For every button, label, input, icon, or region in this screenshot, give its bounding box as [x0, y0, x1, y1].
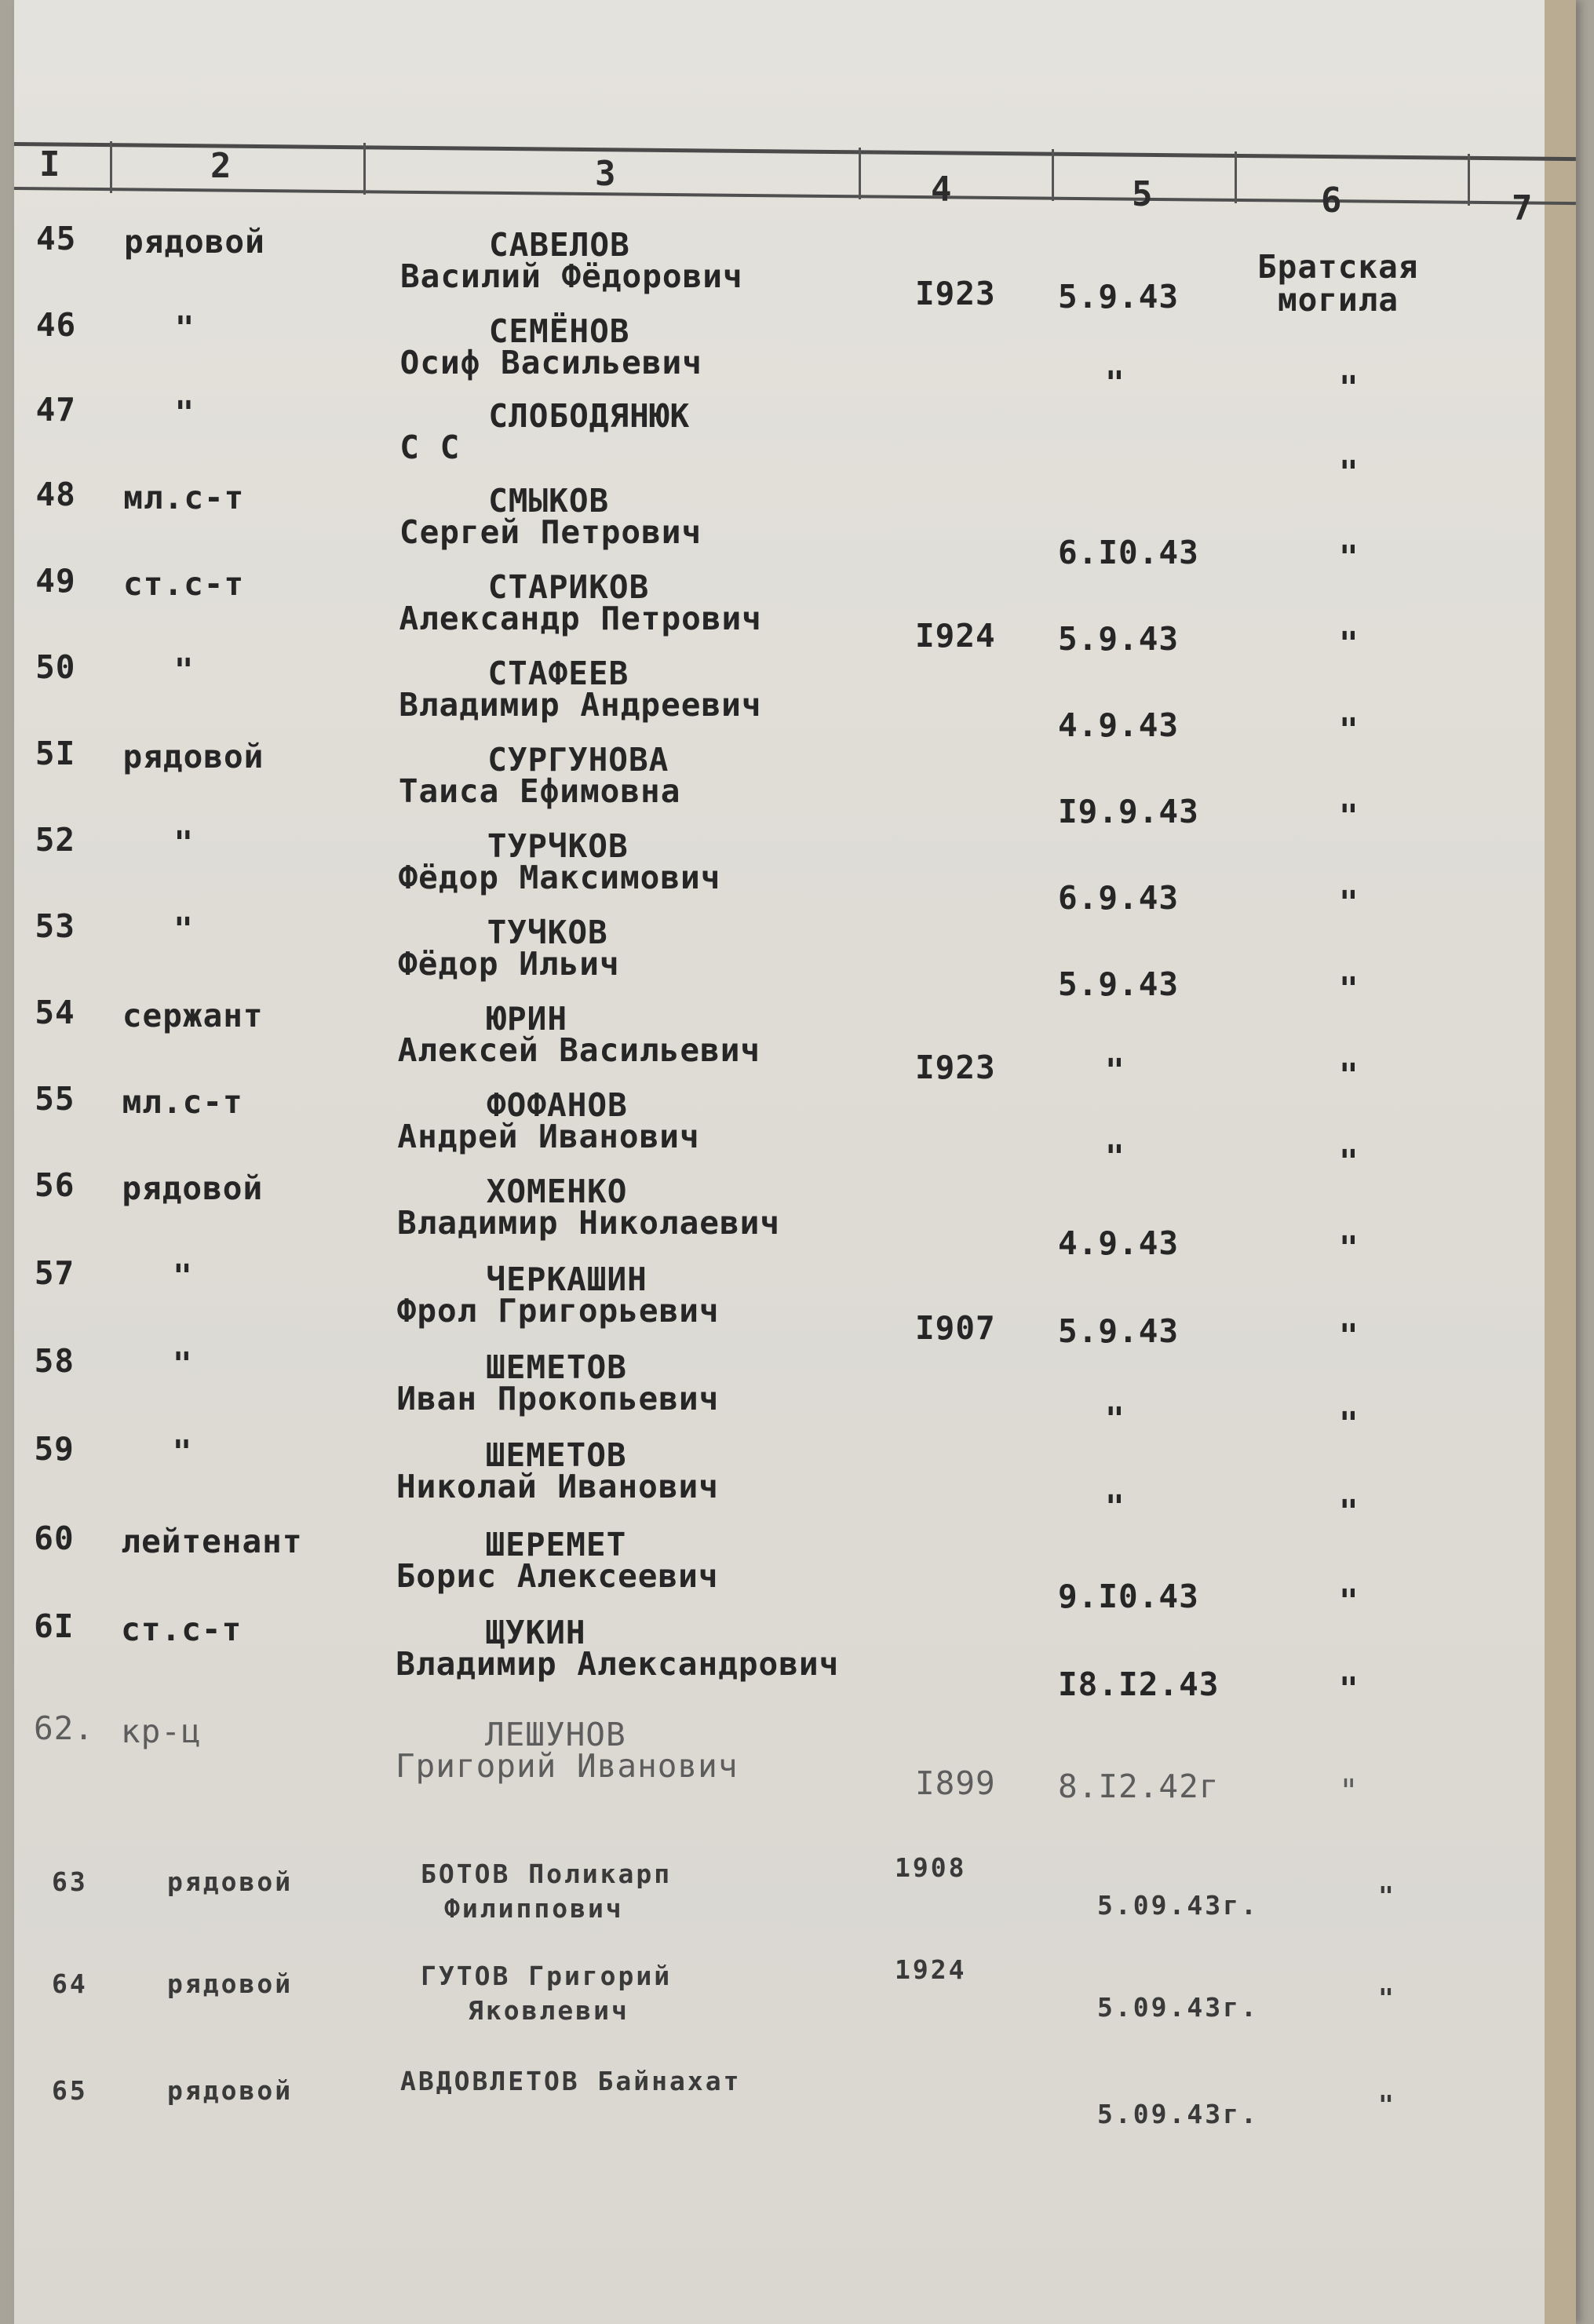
burial-place: ": [1339, 369, 1359, 407]
given-name: Григорий Иванович: [395, 1747, 739, 1785]
surname: СЛОБОДЯНЮК: [488, 397, 691, 435]
surname: ШЕМЕТОВ: [485, 1436, 627, 1474]
table-row: [14, 735, 1576, 835]
surname: СМЫКОВ: [488, 482, 610, 520]
rank: лейтенант: [121, 1523, 303, 1560]
table-row: [14, 1166, 1576, 1267]
surname: ЮРИН: [487, 1000, 568, 1038]
surname: ШЕРЕМЕТ: [485, 1526, 627, 1563]
death-date: 4.9.43: [1058, 706, 1180, 744]
header-top-rule: [14, 142, 1576, 161]
table-row: [14, 306, 1576, 407]
death-date: 6.I0.43: [1058, 534, 1199, 571]
row-number: 58: [34, 1342, 75, 1380]
birth-year: I907: [915, 1309, 996, 1347]
surname: СУРГУНОВА: [487, 741, 669, 779]
burial-place: ": [1339, 1317, 1359, 1355]
column-divider: [859, 148, 861, 199]
row-number: 48: [35, 476, 76, 513]
table-row: [14, 562, 1576, 662]
rank: рядовой: [122, 738, 264, 775]
rank: рядовой: [167, 1968, 294, 1999]
given-name: Владимир Александрович: [396, 1645, 840, 1683]
burial-place: ": [1339, 1143, 1359, 1180]
row-number: 52: [35, 821, 76, 859]
birth-year: I899: [915, 1764, 996, 1802]
table-row: [14, 648, 1576, 749]
column-header-4: 4: [931, 170, 952, 210]
rank: ": [173, 824, 194, 862]
surname: ЛЕШУНОВ: [484, 1716, 626, 1753]
birth-year: I924: [915, 617, 996, 655]
rank: ": [172, 1345, 193, 1383]
death-date: 5.09.43г.: [1097, 1992, 1259, 2023]
table-row: [14, 1342, 1576, 1443]
column-divider: [1052, 149, 1054, 201]
death-date: 5.9.43: [1058, 1312, 1180, 1350]
row-number: 57: [34, 1254, 75, 1292]
name-line1: БОТОВ Поликарп: [421, 1859, 673, 1889]
name-line2: Яковлевич: [468, 1995, 629, 2026]
row-number: 65: [52, 2075, 88, 2106]
row-number: 45: [36, 220, 77, 257]
death-date: ": [1105, 1400, 1125, 1438]
rank: мл.с-т: [122, 1083, 243, 1121]
rank: мл.с-т: [123, 479, 245, 516]
surname: САВЕЛОВ: [489, 226, 630, 264]
death-date: 8.I2.42г: [1058, 1768, 1220, 1805]
table-row: [14, 994, 1576, 1094]
column-divider: [110, 141, 112, 193]
given-name: Борис Алексеевич: [396, 1557, 719, 1595]
death-date: I8.I2.43: [1058, 1665, 1220, 1703]
death-date: ": [1105, 1138, 1125, 1176]
row-number: 55: [35, 1080, 75, 1118]
row-number: 53: [35, 907, 75, 945]
name-line1: АВДОВЛЕТОВ Байнахат: [400, 2066, 742, 2096]
surname: ТУРЧКОВ: [487, 827, 629, 865]
column-divider: [363, 143, 366, 195]
death-date: ": [1105, 1488, 1125, 1526]
death-date: ": [1105, 364, 1125, 402]
burial-place: ": [1378, 2089, 1396, 2120]
row-number: 62.: [33, 1709, 94, 1747]
given-name: Фёдор Максимович: [398, 859, 721, 896]
rank: ст.с-т: [121, 1611, 243, 1648]
rank: рядовой: [122, 1169, 264, 1207]
table-row: [14, 1520, 1576, 1620]
name-line1: ГУТОВ Григорий: [421, 1961, 673, 1991]
table-row: [14, 1430, 1576, 1530]
table-row: [14, 1709, 1576, 1810]
burial-place: ": [1339, 1582, 1359, 1620]
table-row: [14, 1080, 1576, 1180]
rank: ": [173, 1257, 193, 1295]
surname: ЩУКИН: [485, 1614, 586, 1651]
rank: ": [172, 1433, 193, 1471]
rank: рядовой: [124, 223, 265, 261]
surname: ТУЧКОВ: [487, 914, 608, 951]
burial-place: ": [1378, 1881, 1396, 1911]
given-name: Фёдор Ильич: [398, 945, 620, 983]
name-line2: Филиппович: [444, 1893, 624, 1924]
row-number: 50: [35, 648, 76, 686]
row-number: 49: [35, 562, 76, 600]
death-date: 5.09.43г.: [1097, 1890, 1259, 1921]
table-row: [14, 1254, 1576, 1355]
rank: рядовой: [167, 1866, 294, 1897]
rank: ": [174, 309, 195, 347]
surname: СТАФЕЕВ: [487, 655, 629, 692]
table-row: [14, 2066, 1576, 2162]
column-header-6: 6: [1321, 181, 1342, 221]
burial-place: ": [1339, 1772, 1359, 1810]
row-number: 47: [35, 391, 76, 429]
birth-year: I923: [915, 275, 996, 312]
row-number: 46: [35, 306, 77, 344]
column-header-3: 3: [595, 154, 616, 194]
burial-place-line2: могила: [1278, 281, 1399, 319]
birth-year: 1908: [895, 1852, 967, 1883]
burial-place: Братская: [1257, 248, 1419, 286]
burial-place: ": [1339, 711, 1359, 749]
surname: ШЕМЕТОВ: [486, 1348, 627, 1386]
row-number: 56: [35, 1166, 75, 1204]
table-row: [14, 907, 1576, 1008]
row-number: 60: [34, 1520, 75, 1557]
given-name: Таиса Ефимовна: [398, 772, 681, 810]
death-date: ": [1105, 1052, 1125, 1089]
given-name: Алексей Васильевич: [397, 1031, 761, 1069]
rank: ст.с-т: [123, 565, 245, 603]
given-name: Александр Петрович: [399, 600, 762, 637]
column-divider: [1468, 154, 1470, 206]
surname: ЧЕРКАШИН: [486, 1261, 647, 1298]
given-name: Николай Иванович: [396, 1468, 719, 1505]
rank: ": [173, 910, 194, 948]
table-row: [14, 391, 1576, 491]
given-name: Владимир Николаевич: [397, 1204, 781, 1242]
death-date: 4.9.43: [1058, 1224, 1180, 1262]
burial-place: ": [1339, 884, 1359, 921]
table-row: [14, 220, 1576, 319]
rank: ": [173, 651, 195, 689]
table-row: [14, 1607, 1576, 1708]
death-date: I9.9.43: [1058, 793, 1199, 830]
burial-place: ": [1378, 1983, 1396, 2013]
surname: СЕМЁНОВ: [488, 312, 630, 350]
death-date: 5.9.43: [1058, 278, 1180, 316]
surname: ФОФАНОВ: [487, 1086, 628, 1124]
table-row: [14, 476, 1576, 576]
burial-place: ": [1339, 538, 1359, 576]
birth-year: I923: [915, 1049, 996, 1086]
given-name: Андрей Иванович: [397, 1118, 700, 1155]
table-row: [14, 821, 1576, 921]
death-date: 9.I0.43: [1058, 1578, 1199, 1615]
rank: ": [174, 394, 195, 432]
death-date: 5.9.43: [1058, 620, 1180, 658]
column-header-2: 2: [210, 146, 232, 186]
given-name: Владимир Андреевич: [399, 686, 762, 724]
row-number: 63: [52, 1866, 88, 1897]
column-header-1: I: [39, 144, 60, 184]
row-number: 64: [52, 1968, 88, 1999]
given-name: Фрол Григорьевич: [396, 1292, 720, 1330]
burial-place: ": [1339, 1405, 1359, 1443]
burial-place: ": [1339, 625, 1359, 662]
death-date: 5.09.43г.: [1097, 2099, 1259, 2129]
column-header-7: 7: [1512, 188, 1533, 228]
burial-place: ": [1339, 1056, 1359, 1094]
row-number: 54: [35, 994, 75, 1031]
column-divider: [1235, 151, 1237, 203]
death-date: 6.9.43: [1058, 879, 1180, 917]
surname: ХОМЕНКО: [486, 1173, 628, 1210]
burial-place: ": [1339, 1493, 1359, 1530]
birth-year: 1924: [895, 1954, 967, 1985]
table-row: [14, 1852, 1576, 1953]
table-row: [14, 1954, 1576, 2055]
surname: СТАРИКОВ: [487, 568, 650, 606]
given-name: Василий Фёдорович: [400, 257, 743, 295]
given-name: Сергей Петрович: [399, 513, 702, 551]
row-number: 59: [34, 1430, 75, 1468]
burial-place: ": [1339, 1670, 1359, 1708]
burial-place: ": [1339, 454, 1359, 491]
death-date: 5.9.43: [1058, 965, 1180, 1003]
rank: рядовой: [167, 2075, 294, 2106]
given-name: Осиф Васильевич: [399, 344, 702, 381]
given-name: Иван Прокопьевич: [396, 1380, 720, 1417]
burial-place: ": [1339, 797, 1359, 835]
document-sheet: [14, 0, 1576, 2324]
burial-place: ": [1339, 1229, 1359, 1267]
given-name: С С: [399, 429, 461, 466]
row-number: 6I: [34, 1607, 75, 1645]
row-number: 5I: [35, 735, 76, 772]
rank: кр-ц: [120, 1713, 202, 1750]
burial-place: ": [1339, 970, 1359, 1008]
column-header-5: 5: [1132, 174, 1153, 214]
rank: сержант: [122, 997, 264, 1034]
